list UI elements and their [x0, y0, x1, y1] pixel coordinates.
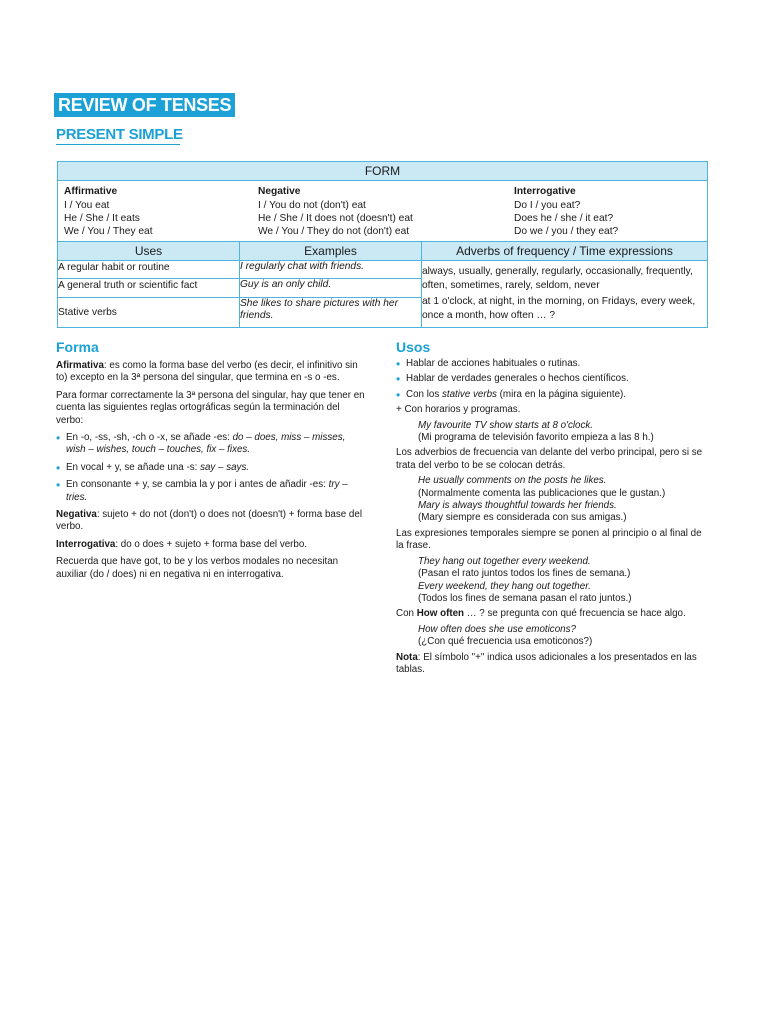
how-often-paragraph	[396, 608, 708, 620]
nota-text: : El símbolo "+" indica usos adicionales a los presentados en las tablas.	[396, 651, 697, 675]
interrogative-line: Do I / you eat?	[514, 200, 581, 211]
time-expressions: at 1 o'clock, at night, in the morning, on Fridays, every week, once a month, how often … ?	[422, 295, 696, 321]
example-sentence: How often does she use emoticons?	[418, 623, 576, 635]
form-cell	[58, 181, 708, 242]
how-often-text: … ? se pregunta con qué frecuencia se hace algo.	[464, 608, 686, 620]
use-text: Con los	[406, 388, 442, 400]
interrogativa-label: Interrogativa	[56, 538, 116, 550]
usos-column	[396, 339, 708, 676]
nota-paragraph	[396, 652, 708, 677]
example-sentence: He usually comments on the posts he likes.	[418, 475, 607, 487]
nota-label: Nota	[396, 651, 418, 663]
example-sentence: Every weekend, they hang out together.	[418, 580, 591, 592]
example-cell: She likes to share pictures with her friends.	[240, 298, 422, 328]
rule-example: do – does, miss – misses, wish – wishes, touch – touches, fix – fixes.	[66, 432, 346, 456]
rule-example: try – tries.	[66, 479, 348, 503]
section-title-underline	[56, 144, 180, 145]
use-cell: A general truth or scientific fact	[58, 279, 240, 298]
use-text: (mira en la página siguiente).	[496, 388, 627, 400]
present-simple-table	[57, 161, 708, 328]
afirmativa-text: : es como la forma base del verbo (es decir, el infinitivo sin to) excepto en la 3ª persona del singular, que termina en -s o -es.	[56, 360, 358, 384]
example-sentence: My favourite TV show starts at 8 o'clock.	[418, 419, 594, 431]
use-cell: Stative verbs	[58, 298, 240, 328]
interrogative-line: Does he / she / it eat?	[514, 213, 614, 224]
recuerda-paragraph: Recuerda que have got, to be y los verbos modales no necesitan auxiliar (do / does) ni en negativa ni en interrogativa.	[56, 556, 339, 580]
affirmative-label: Affirmative	[64, 186, 118, 197]
rule-text: En -o, -ss, -sh, -ch o -x, se añade -es:	[66, 432, 233, 444]
rule-bullet	[56, 432, 366, 457]
adverbs-frequency: always, usually, generally, regularly, occasionally, frequently, often, sometimes, rarely, seldom, never	[422, 265, 693, 291]
forma-column	[56, 339, 366, 581]
negative-column	[258, 185, 514, 238]
adverbs-cell	[422, 261, 708, 328]
interrogativa-paragraph	[56, 539, 366, 551]
plus-use: + Con horarios y programas.	[396, 404, 521, 416]
negativa-paragraph	[56, 509, 366, 534]
section-title: PRESENT SIMPLE	[56, 126, 183, 143]
rule-example: say – says.	[200, 461, 250, 473]
negative-line: He / She / It does not (doesn't) eat	[258, 213, 413, 224]
translation: (¿Con qué frecuencia usa emoticonos?)	[418, 636, 593, 648]
afirmativa-label: Afirmativa	[56, 360, 104, 371]
affirmative-line: We / You / They eat	[64, 226, 153, 237]
interrogative-line: Do we / you / they eat?	[514, 226, 619, 237]
rule-text: En consonante + y, se cambia la y por i antes de añadir -es:	[66, 479, 329, 491]
rule-bullet	[56, 462, 366, 474]
para-formar-paragraph: Para formar correctamente la 3ª persona del singular, hay que tener en cuenta las siguientes reglas ortográficas según la terminación del verbo:	[56, 389, 365, 426]
rule-bullet	[56, 479, 366, 504]
how-often-term: How often	[416, 608, 465, 620]
negative-line: We / You / They do not (don't) eat	[258, 226, 410, 237]
translation: (Mi programa de televisión favorito empieza a las 8 h.)	[418, 432, 654, 444]
use-bullet: • Hablar de acciones habituales o rutinas.	[396, 358, 708, 370]
translation: (Normalmente comenta las publicaciones que le gustan.)	[418, 487, 666, 499]
example-cell: I regularly chat with friends.	[240, 261, 422, 279]
affirmative-column	[64, 185, 258, 238]
negativa-text: : sujeto + do not (don't) o does not (doesn't) + forma base del verbo.	[56, 509, 362, 533]
form-header: FORM	[58, 162, 708, 181]
interrogative-label: Interrogative	[514, 186, 576, 197]
expresiones-paragraph: Las expresiones temporales siempre se ponen al principio o al final de la frase.	[396, 527, 702, 552]
negative-label: Negative	[258, 186, 301, 197]
adverbios-paragraph: Los adverbios de frecuencia van delante del verbo principal, pero si se trata del verbo to be se colocan detrás.	[396, 447, 703, 471]
interrogative-column	[514, 185, 618, 238]
afirmativa-paragraph	[56, 360, 366, 385]
usos-heading: Usos	[396, 339, 431, 355]
forma-heading: Forma	[56, 339, 99, 355]
translation: (Todos los fines de semana pasan el rato juntos.)	[418, 592, 632, 604]
translation: (Mary siempre es considerada con sus amigas.)	[418, 512, 627, 524]
uses-header: Uses	[58, 242, 240, 261]
use-bullet: • Hablar de verdades generales o hechos científicos.	[396, 373, 708, 385]
adverbs-header: Adverbs of frequency / Time expressions	[422, 242, 708, 261]
use-text-italic: stative verbs	[441, 388, 497, 400]
translation: (Pasan el rato juntos todos los fines de semana.)	[418, 568, 631, 580]
negative-line: I / You do not (don't) eat	[258, 200, 366, 211]
example-sentence: They hang out together every weekend.	[418, 555, 591, 567]
how-often-text: Con	[396, 608, 417, 620]
examples-header: Examples	[240, 242, 422, 261]
rule-text: En vocal + y, se añade una -s:	[66, 461, 201, 473]
negativa-label: Negativa	[56, 509, 97, 521]
interrogativa-text: : do o does + sujeto + forma base del verbo.	[115, 538, 308, 550]
page-title: REVIEW OF TENSES	[54, 93, 235, 117]
use-cell: A regular habit or routine	[58, 261, 240, 279]
example-sentence: Mary is always thoughtful towards her friends.	[418, 500, 617, 512]
affirmative-line: He / She / It eats	[64, 213, 140, 224]
example-cell: Guy is an only child.	[240, 279, 422, 298]
use-bullet	[396, 389, 708, 401]
affirmative-line: I / You eat	[64, 200, 110, 211]
